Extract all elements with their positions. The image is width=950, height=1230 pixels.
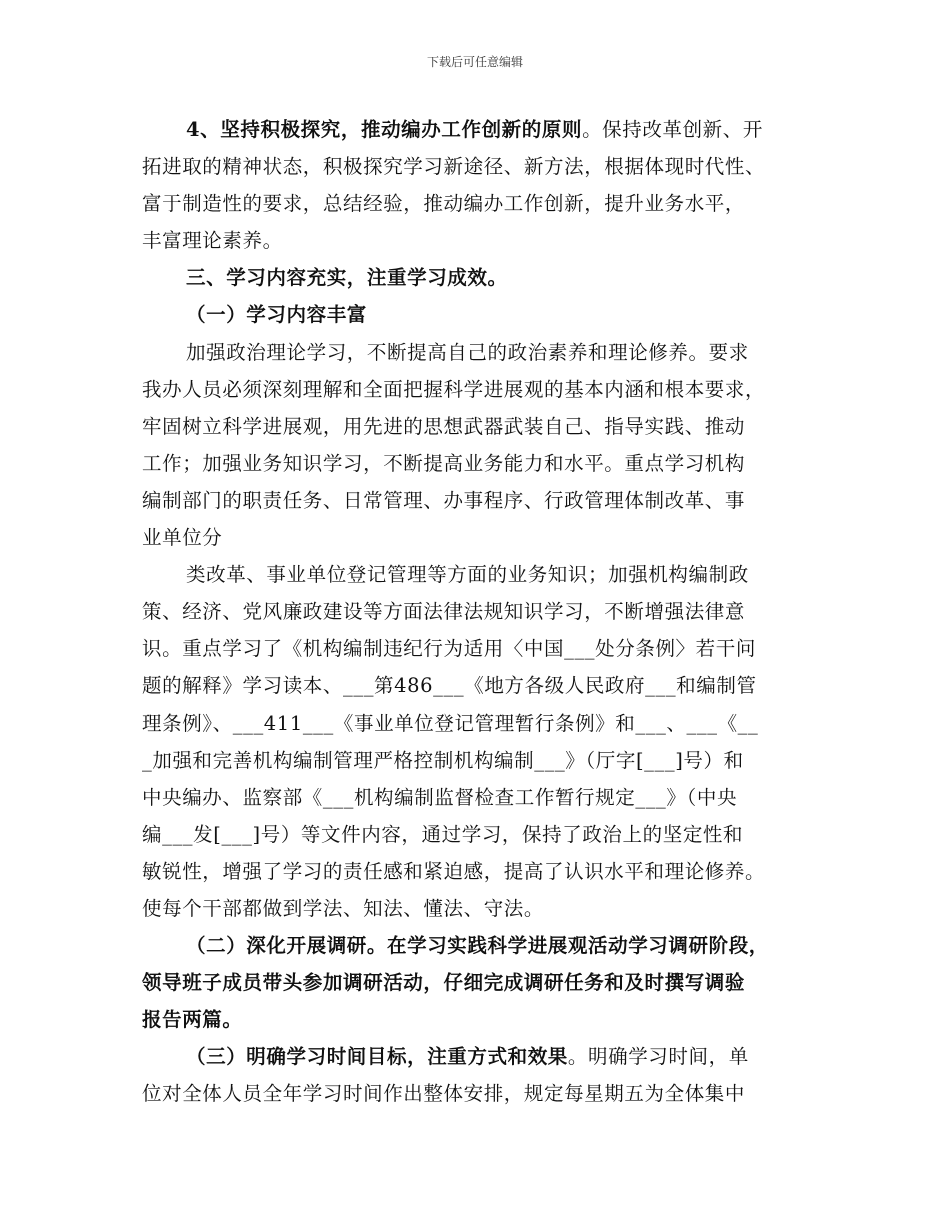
body-text: 我办人员必须深刻理解和全面把握科学进展观的基本内涵和根本要求， [142, 377, 766, 401]
body-text: 编制部门的职责任务、日常管理、办事程序、行政管理体制改革、事 [142, 488, 746, 512]
text-line [142, 185, 832, 222]
body-text: 类改革、事业单位登记管理等方面的业务知识；加强机构编制政 [186, 563, 749, 587]
text-line [142, 296, 832, 333]
body-text: 工作；加强业务知识学习，不断提高业务能力和水平。重点学习机构 [142, 451, 746, 475]
page-header: 下载后可任意编辑 [426, 55, 523, 69]
text-line [142, 445, 832, 482]
body-text: 编___发[___]号）等文件内容，通过学习，保持了政治上的坚定性和 [142, 822, 744, 846]
bold-text: （一）学习内容丰富 [186, 303, 367, 327]
body-text: _加强和完善机构编制管理严格控制机构编制___》（厅字[___]号）和 [142, 748, 744, 772]
body-text: 位对全体人员全年学习时间作出整体安排，规定每星期五为全体集中 [142, 1082, 746, 1106]
bold-text: 领导班子成员带头参加调研活动，仔细完成调研任务和及时撰写调验 [142, 971, 746, 995]
body-text: 题的解释》学习读本、___第486___《地方各级人民政府___和编制管 [142, 674, 757, 698]
body-text: 丰富理论素养。 [142, 229, 283, 253]
body-text: 拓进取的精神状态，积极探究学习新途径、新方法，根据体现时代性、 [142, 155, 766, 179]
body-text: 加强政治理论学习，不断提高自己的政治素养和理论修养。要求 [186, 340, 749, 364]
bold-text: 三、学习内容充实，注重学习成效。 [186, 266, 508, 290]
text-line [142, 1038, 832, 1075]
text-line [142, 1075, 832, 1112]
text-line [142, 148, 832, 185]
body-text: 牢固树立科学进展观，用先进的思想武器武装自己、指导实践、推动 [142, 414, 746, 438]
bold-text: （三）明确学习时间目标，注重方式和效果 [186, 1045, 568, 1069]
text-line [142, 816, 832, 853]
text-line [142, 667, 832, 704]
body-text: 业单位分 [142, 526, 223, 550]
body-text: 富于制造性的要求，总结经验，推动编办工作创新，提升业务水平， [142, 192, 746, 216]
body-text: 理条例》、___411___《事业单位登记管理暂行条例》和___、___《__ [142, 711, 759, 735]
text-line [142, 742, 832, 779]
text-line [142, 482, 832, 519]
text-line [142, 630, 832, 667]
text-line [142, 371, 832, 408]
document-body [142, 111, 832, 1113]
body-text: 敏锐性，增强了学习的责任感和紧迫感，提高了认识水平和理论修养。 [142, 859, 766, 883]
body-text: 中央编办、监察部《___机构编制监督检查工作暂行规定___》（中央 [142, 785, 738, 809]
text-line [142, 222, 832, 259]
bold-text: 4、坚持积极探究，推动编办工作创新的原则 [186, 118, 583, 141]
text-line [142, 964, 832, 1001]
bold-text: （二）深化开展调研。在学习实践科学进展观活动学习调研阶段， [186, 934, 769, 958]
body-text: 。明确学习时间，单 [567, 1045, 749, 1069]
text-line [142, 556, 832, 593]
body-text: 使每个干部都做到学法、知法、懂法、守法。 [142, 896, 545, 920]
text-line [142, 853, 832, 890]
text-line [142, 334, 832, 371]
body-text: 策、经济、党风廉政建设等方面法律法规知识学习，不断增强法律意 [142, 600, 746, 624]
body-text: 。保持改革创新、开 [582, 118, 763, 141]
text-line [142, 705, 832, 742]
body-text: 识。重点学习了《机构编制违纪行为适用〈中国___处分条例〉若干问 [142, 637, 756, 661]
text-line [142, 593, 832, 630]
text-line [142, 111, 832, 148]
text-line [142, 519, 832, 556]
text-line [142, 259, 832, 296]
text-line [142, 890, 832, 927]
text-line [142, 1001, 832, 1038]
bold-text: 报告两篇。 [142, 1008, 243, 1032]
text-line [142, 779, 832, 816]
text-line [142, 408, 832, 445]
text-line [142, 927, 832, 964]
